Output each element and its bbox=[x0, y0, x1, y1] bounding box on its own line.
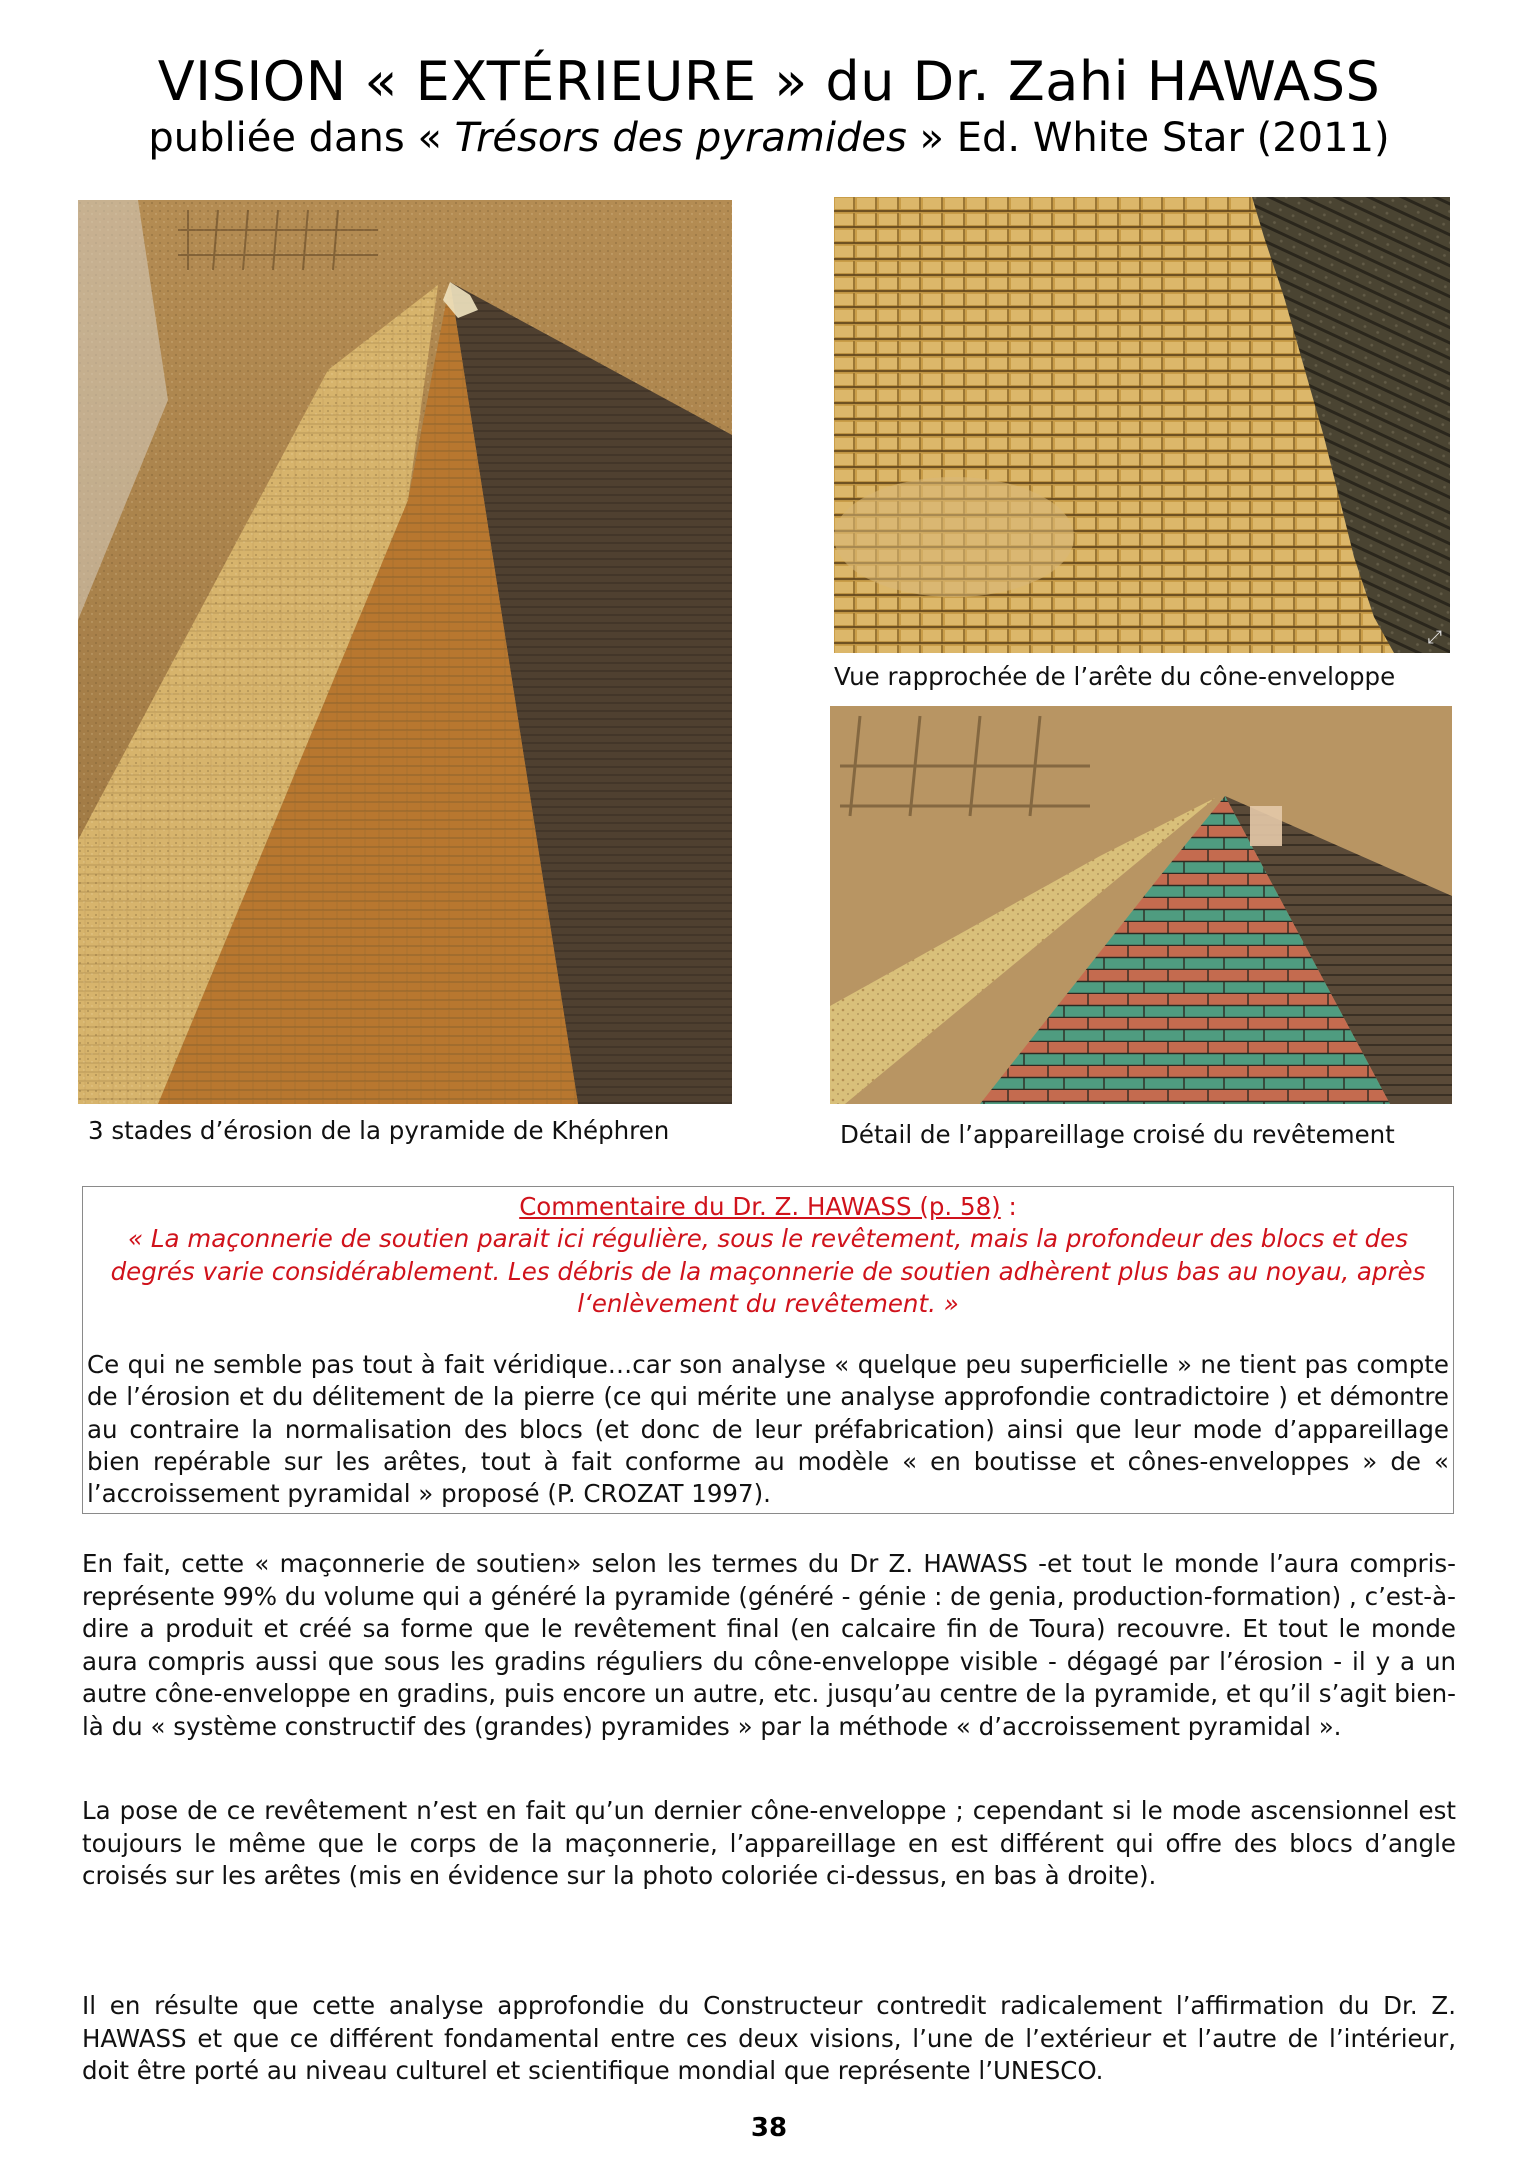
edge-closeup-illustration bbox=[834, 197, 1450, 653]
book-title: Trésors des pyramides bbox=[454, 115, 907, 161]
page-subtitle bbox=[0, 112, 1538, 164]
hawass-quote: « La maçonnerie de soutien parait ici régulière, sous le revêtement, mais la profondeur des blocs et des degrés varie considérablement. Les débris de la maçonnerie de soutien adhèrent plus bas au noyau, après l‘enlèvement du revêtement. » bbox=[110, 1224, 1426, 1318]
body-paragraph-1: En fait, cette « maçonnerie de soutien» selon les termes du Dr Z. HAWASS -et tout le monde l’aura compris- représente 99% du volume qui a généré la pyramide (généré - génie : de genia, production-formation) , c’est-à-dire a produit et créé sa forme que le revêtement final (en calcaire fin de Toura) recouvre. Et tout le monde aura compris aussi que sous les gradins réguliers du cône-enveloppe visible - dégagé par l’érosion - il y a un autre cône-enveloppe en gradins, puis encore un autre, etc. jusqu’au centre de la pyramide, et qu’il s’agit bien-là du « système constructif des (grandes) pyramides » par la méthode « d’accroissement pyramidal ». bbox=[82, 1549, 1456, 1741]
expand-icon[interactable]: ⤢ bbox=[1427, 627, 1442, 648]
photo-cone-edge-closeup bbox=[834, 197, 1450, 653]
hawass-comment-box bbox=[82, 1186, 1454, 1514]
page-title: VISION « EXTÉRIEURE » du Dr. Zahi HAWASS bbox=[157, 50, 1381, 113]
subtitle-prefix: publiée dans « bbox=[148, 115, 455, 161]
author-response: Ce qui ne semble pas tout à fait véridique…car son analyse « quelque peu superficielle » ne tient pas compte de l’érosion et du délitement de la pierre (ce qui mérite une analyse approfondie contradictoire ) et démontre au contraire la normalisation des blocs (et donc de leur préfabrication) ainsi que leur mode d’appareillage bien repérable sur les arêtes, tout à fait conforme au modèle « en boutisse et cônes-enveloppes » de « l’accroissement pyramidal » proposé (P. CROZAT 1997). bbox=[87, 1350, 1449, 1509]
comment-heading bbox=[83, 1191, 1453, 1223]
comment-heading-suffix: : bbox=[1000, 1192, 1017, 1221]
pyramid-photo-illustration bbox=[78, 200, 732, 1104]
photo-khephren-erosion bbox=[78, 200, 732, 1104]
crossbond-illustration bbox=[830, 706, 1452, 1104]
body-paragraph-2: La pose de ce revêtement n’est en fait qu’un dernier cône-enveloppe ; cependant si le mode ascensionnel est toujours le même que le corps de la maçonnerie, l’appareillage en est différent qui offre des blocs d’angle croisés sur les arêtes (mis en évidence sur la photo coloriée ci-dessus, en bas à droite). bbox=[82, 1796, 1456, 1890]
subtitle-suffix: » Ed. White Star (2011) bbox=[906, 115, 1390, 161]
caption-khephren-erosion: 3 stades d’érosion de la pyramide de Khéphren bbox=[88, 1116, 670, 1145]
caption-cone-edge-closeup: Vue rapprochée de l’arête du cône-enveloppe bbox=[834, 662, 1396, 691]
caption-crossbond-detail: Détail de l’appareillage croisé du revêtement bbox=[840, 1120, 1395, 1149]
body-paragraph-3: Il en résulte que cette analyse approfondie du Constructeur contredit radicalement l’affirmation du Dr. Z. HAWASS et que ce différent fondamental entre ces deux visions, l’une de l’extérieur et l’autre de l’intérieur, doit être porté au niveau culturel et scientifique mondial que représente l’UNESCO. bbox=[82, 1991, 1456, 2085]
comment-heading-text: Commentaire du Dr. Z. HAWASS (p. 58) bbox=[519, 1192, 1001, 1221]
photo-crossbond-detail bbox=[830, 706, 1452, 1104]
page-number: 38 bbox=[750, 2113, 788, 2143]
